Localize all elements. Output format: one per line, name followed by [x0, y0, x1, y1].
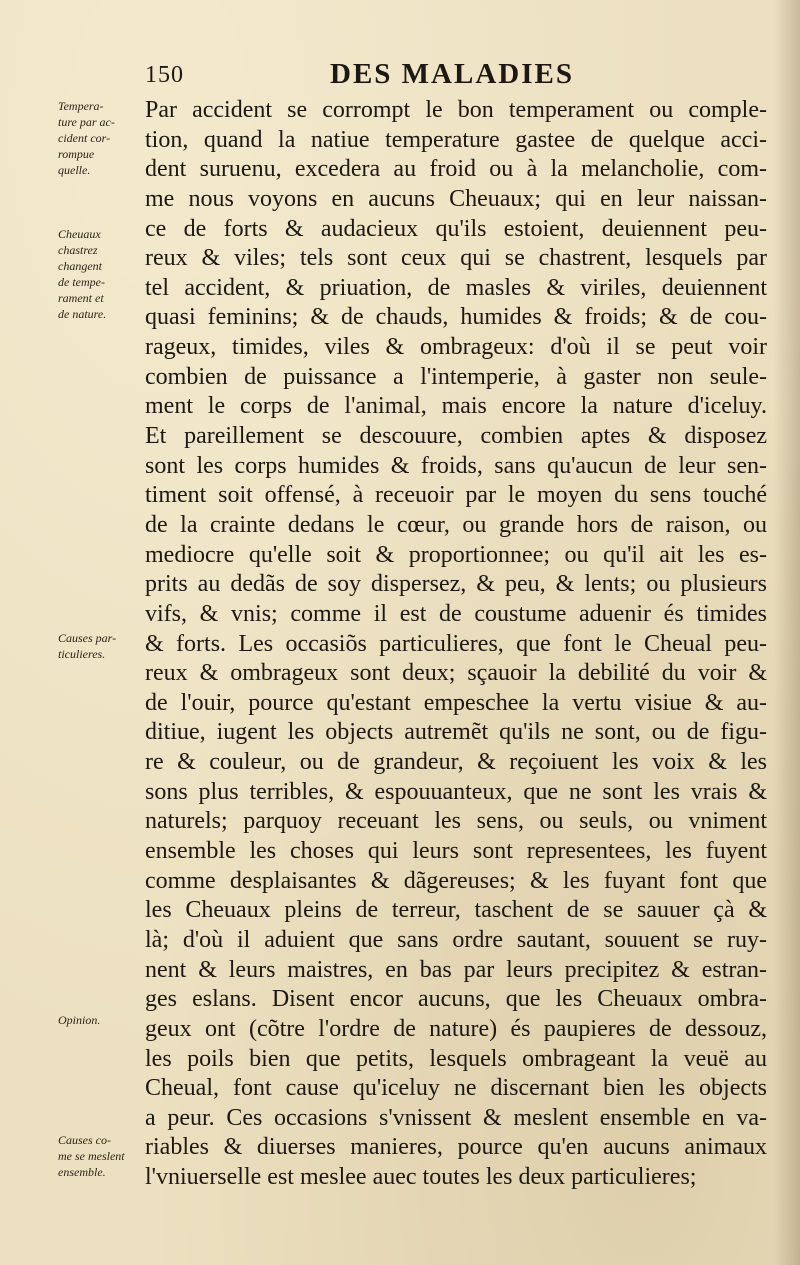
text-line: nent & leurs maistres, en bas par leurs precipitez & estran-: [145, 956, 767, 983]
page-header: [145, 56, 765, 96]
margin-note-opinion: [58, 1012, 146, 1028]
text-line: ce de forts & audacieux qu'ils estoient, deuiennent peu-: [145, 215, 767, 242]
text-line: de l'ouir, pource qu'estant empeschee la vertu visiue & au-: [145, 689, 767, 716]
text-line: reux & ombrageux sont deux; sçauoir la debilité du voir &: [145, 660, 767, 687]
text-line: les Cheuaux pleins de terreur, taschent de se sauuer çà &: [145, 897, 767, 924]
margin-note-line: me se meslent: [58, 1149, 125, 1163]
margin-note-line: rompue: [58, 147, 95, 161]
margin-note-line: ture par ac-: [58, 115, 115, 129]
text-line: l'vniuerselle est meslee auec toutes les deux particulieres;: [145, 1164, 697, 1191]
text-line: mediocre qu'elle soit & proportionnee; ou qu'il ait les es-: [145, 541, 767, 568]
margin-note-line: cident cor-: [58, 131, 111, 145]
text-line: ensemble les choses qui leurs sont representees, les fuyent: [145, 838, 767, 865]
margin-note-line: changent: [58, 259, 102, 273]
running-title: DES MALADIES: [330, 58, 574, 90]
text-line: de la crainte dedans le cœur, ou grande hors de raison, ou: [145, 511, 767, 538]
text-line: prits au dedãs de soy dispersez, & peu, & lents; ou plusieurs: [145, 571, 767, 598]
text-line: comme desplaisantes & dãgereuses; & les fuyant font que: [145, 867, 767, 894]
text-line: ges eslans. Disent encor aucuns, que les Cheuaux ombra-: [145, 986, 767, 1013]
margin-note-geldings: [58, 226, 146, 322]
text-line: combien de puissance a l'intemperie, à gaster non seule-: [145, 363, 767, 390]
text-line: geux ont (cõtre l'ordre de nature) és paupieres de dessouz,: [145, 1015, 767, 1042]
margin-note-line: Causes co-: [58, 1133, 111, 1147]
text-line: ditiue, iugent les objects autremẽt qu'ils ne sont, ou de figu-: [145, 719, 767, 746]
text-line: vifs, & vnis; comme il est de coustume aduenir és timides: [145, 600, 767, 627]
text-line: rageux, timides, viles & ombrageux: d'où il se peut voir: [145, 334, 767, 361]
margin-note-line: rament et: [58, 291, 104, 305]
margin-note-line: ensemble.: [58, 1165, 106, 1179]
text-line: quasi feminins; & de chauds, humides & froids; & de cou-: [145, 304, 767, 331]
text-line: tel accident, & priuation, de masles & viriles, deuiennent: [145, 274, 767, 301]
text-line: & forts. Les occasiõs particulieres, que font le Cheual peu-: [145, 630, 767, 657]
page-number: 150: [145, 62, 184, 88]
text-line: tion, quand la natiue temperature gastee de quelque acci-: [145, 126, 767, 153]
text-line: dent suruenu, excedera au froid ou à la melancholie, com-: [145, 156, 767, 183]
main-text-block: [145, 96, 767, 1193]
margin-note-temperature: [58, 98, 146, 178]
text-line: reux & viles; tels sont ceux qui se chastrent, lesquels par: [145, 245, 767, 272]
text-line: là; d'où il aduient que sans ordre sautant, souuent se ruy-: [145, 926, 767, 953]
margin-note-line: Tempera-: [58, 99, 104, 113]
text-line: re & couleur, ou de grandeur, & reçoiuent les voix & les: [145, 749, 767, 776]
text-line: sons plus terribles, & espouuanteux, que ne sont les vrais &: [145, 778, 767, 805]
text-line: sont les corps humides & froids, sans qu'aucun de leur sen-: [145, 452, 767, 479]
text-line: ment le corps de l'animal, mais encore la nature d'iceluy.: [145, 393, 767, 420]
margin-note-line: chastrez: [58, 243, 98, 257]
margin-note-line: Opinion.: [58, 1013, 101, 1027]
text-line: Par accident se corrompt le bon temperament ou comple-: [145, 97, 767, 123]
margin-note-causes-mixed: [58, 1132, 146, 1180]
margin-note-line: de nature.: [58, 307, 107, 321]
margin-note-line: Causes par-: [58, 631, 117, 645]
text-line: Cheual, font cause qu'iceluy ne discernant bien les objects: [145, 1075, 767, 1102]
margin-note-line: ticulieres.: [58, 647, 106, 661]
page-gutter-shadow: [774, 0, 800, 1265]
margin-note-line: de tempe-: [58, 275, 105, 289]
text-line: naturels; parquoy receuant les sens, ou seuls, ou vniment: [145, 808, 767, 835]
margin-note-line: quelle.: [58, 163, 91, 177]
text-line: les poils bien que petits, lesquels ombrageant la veuë au: [145, 1045, 767, 1072]
text-line: me nous voyons en aucuns Cheuaux; qui en leur naissan-: [145, 185, 767, 212]
text-line: a peur. Ces occasions s'vnissent & meslent ensemble en va-: [145, 1104, 767, 1131]
text-line: timent soit offensé, à receuoir par le moyen du sens touché: [145, 482, 767, 509]
text-line: Et pareillement se descouure, combien aptes & disposez: [145, 423, 767, 450]
text-line: riables & diuerses manieres, pource qu'en aucuns animaux: [145, 1134, 767, 1161]
margin-note-line: Cheuaux: [58, 227, 101, 241]
margin-note-particular-causes: [58, 630, 146, 662]
